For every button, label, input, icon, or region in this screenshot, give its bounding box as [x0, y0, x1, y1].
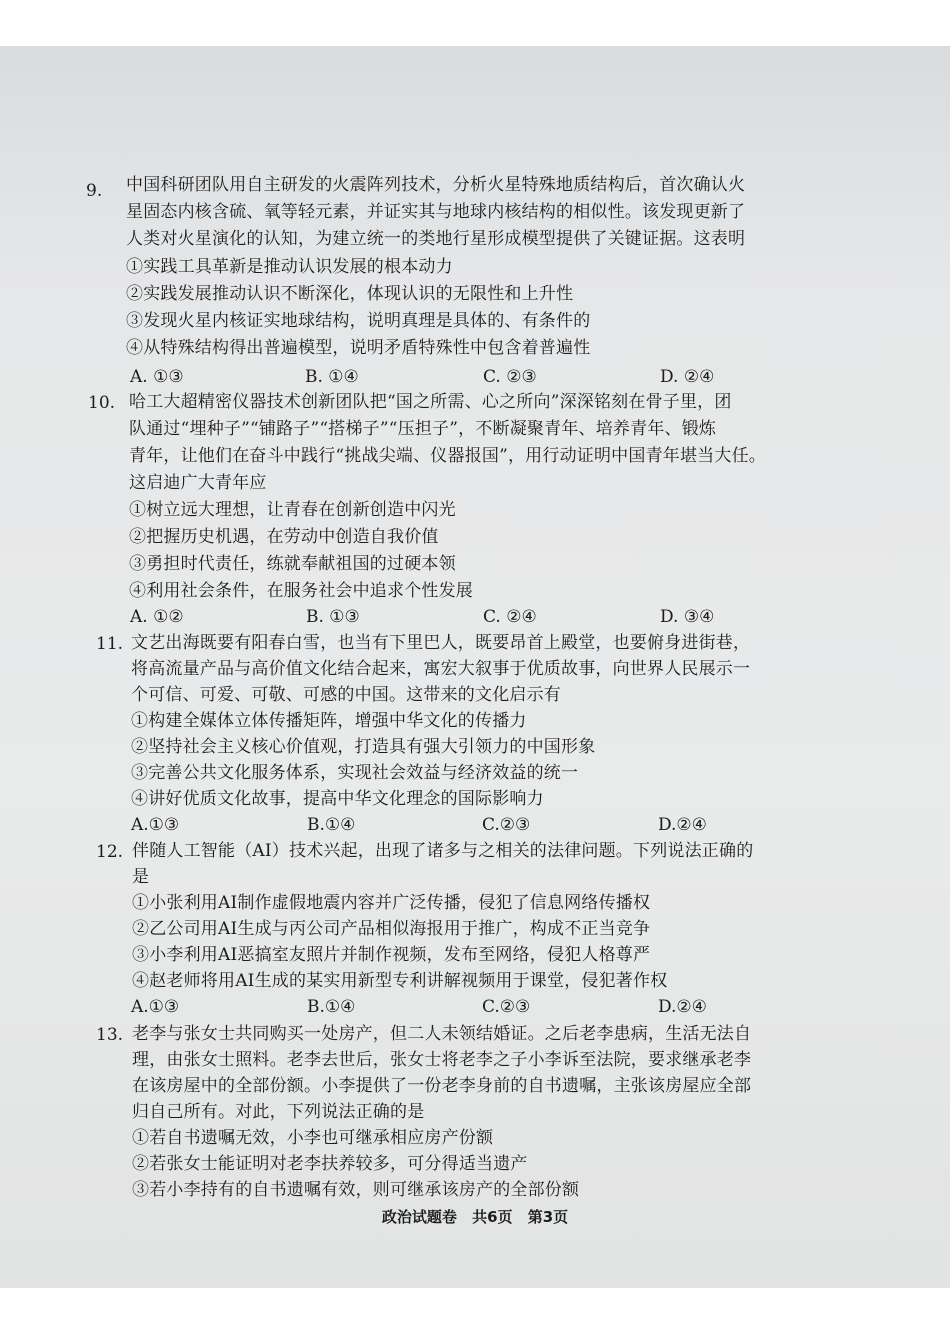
statement: ①小张利用AI制作虚假地震内容并广泛传播，侵犯了信息网络传播权: [132, 893, 651, 913]
statement: ①构建全媒体立体传播矩阵，增强中华文化的传播力: [131, 711, 527, 731]
option-c: C.②③: [482, 997, 531, 1017]
option-d: D. ③④: [660, 607, 715, 627]
statement: ③完善公共文化服务体系，实现社会效益与经济效益的统一: [131, 763, 579, 783]
statement: ②坚持社会主义核心价值观，打造具有强大引领力的中国形象: [131, 737, 596, 757]
statement: ①实践工具革新是推动认识发展的根本动力: [126, 257, 453, 277]
option-b: B.①④: [307, 997, 356, 1017]
statement: ④赵老师将用AI生成的某实用新型专利讲解视频用于课堂，侵犯著作权: [132, 971, 668, 991]
page-footer: [0, 1206, 950, 1228]
option-c: C. ②④: [483, 607, 537, 627]
top-margin: [0, 0, 950, 46]
question-stem-line: 个可信、可爱、可敬、可感的中国。这带来的文化启示有: [131, 685, 561, 705]
option-b: B. ①③: [306, 607, 360, 627]
footer-page-number: 第3页: [527, 1208, 569, 1226]
option-b: B. ①④: [305, 367, 359, 387]
question-stem-line: 是: [132, 867, 150, 887]
question-stem-line: 文艺出海既要有阳春白雪，也当有下里巴人，既要昂首上殿堂，也要俯身进街巷，: [131, 633, 751, 653]
question-number: 12.: [96, 842, 124, 862]
statement: ④讲好优质文化故事，提高中华文化理念的国际影响力: [131, 789, 544, 809]
statement: ③若小李持有的自书遗嘱有效，则可继承该房产的全部份额: [132, 1180, 580, 1200]
question-stem-line: 人类对火星演化的认知，为建立统一的类地行星形成模型提供了关键证据。这表明: [126, 229, 746, 249]
option-a: A. ①③: [130, 367, 184, 387]
question-stem-line: 星固态内核含硫、氧等轻元素，并证实其与地球内核结构的相似性。该发现更新了: [126, 202, 746, 222]
option-c: C.②③: [482, 815, 531, 835]
question-stem-line: 青年，让他们在奋斗中践行“挑战尖端、仪器报国”，用行动证明中国青年堪当大任。: [129, 446, 766, 466]
option-d: D.②④: [658, 997, 707, 1017]
statement: ④从特殊结构得出普遍模型，说明矛盾特殊性中包含着普遍性: [126, 338, 591, 358]
question-number: 13.: [96, 1025, 124, 1045]
question-stem-line: 理，由张女士照料。老李去世后，张女士将老李之子小李诉至法院，要求继承老李: [132, 1050, 752, 1070]
question-number: 10.: [88, 393, 116, 413]
question-stem-line: 老李与张女士共同购买一处房产，但二人未领结婚证。之后老李患病，生活无法自: [132, 1024, 752, 1044]
statement: ④利用社会条件，在服务社会中追求个性发展: [129, 581, 473, 601]
statement: ①树立远大理想，让青春在创新创造中闪光: [129, 500, 456, 520]
question-stem-line: 伴随人工智能（AI）技术兴起，出现了诸多与之相关的法律问题。下列说法正确的: [132, 841, 754, 861]
option-b: B.①④: [307, 815, 356, 835]
question-stem-line: 这启迪广大青年应: [129, 473, 267, 493]
question-number: 9.: [86, 181, 103, 201]
statement: ③发现火星内核证实地球结构，说明真理是具体的、有条件的: [126, 311, 591, 331]
statement: ②若张女士能证明对老李扶养较多，可分得适当遗产: [132, 1154, 528, 1174]
bottom-margin: [0, 1288, 950, 1344]
question-stem-line: 哈工大超精密仪器技术创新团队把“国之所需、心之所向”深深铭刻在骨子里，团: [129, 392, 732, 412]
option-a: A.①③: [131, 815, 180, 835]
question-stem-line: 中国科研团队用自主研发的火震阵列技术，分析火星特殊地质结构后，首次确认火: [126, 175, 746, 195]
question-number: 11.: [96, 634, 124, 654]
footer-subject: 政治试题卷: [381, 1208, 457, 1226]
question-stem-line: 队通过“埋种子”“铺路子”“搭梯子”“压担子”，不断凝聚青年、培养青年、锻炼: [129, 419, 717, 439]
option-a: A.①③: [131, 997, 180, 1017]
option-d: D.②④: [658, 815, 707, 835]
footer-total-pages: 共6页: [472, 1208, 513, 1226]
exam-page: [0, 46, 950, 1288]
question-stem-line: 在该房屋中的全部份额。小李提供了一份老李身前的自书遗嘱，主张该房屋应全部: [132, 1076, 752, 1096]
statement: ③小李利用AI恶搞室友照片并制作视频，发布至网络，侵犯人格尊严: [132, 945, 651, 965]
statement: ③勇担时代责任，练就奉献祖国的过硬本领: [129, 554, 456, 574]
option-d: D. ②④: [660, 367, 715, 387]
statement: ①若自书遗嘱无效，小李也可继承相应房产份额: [132, 1128, 494, 1148]
question-stem-line: 将高流量产品与高价值文化结合起来，寓宏大叙事于优质故事，向世界人民展示一: [131, 659, 751, 679]
statement: ②把握历史机遇，在劳动中创造自我价值: [129, 527, 439, 547]
option-a: A. ①②: [130, 607, 184, 627]
option-c: C. ②③: [483, 367, 537, 387]
question-stem-line: 归自己所有。对此，下列说法正确的是: [132, 1102, 425, 1122]
statement: ②实践发展推动认识不断深化，体现认识的无限性和上升性: [126, 284, 574, 304]
statement: ②乙公司用AI生成与丙公司产品相似海报用于推广，构成不正当竞争: [132, 919, 651, 939]
